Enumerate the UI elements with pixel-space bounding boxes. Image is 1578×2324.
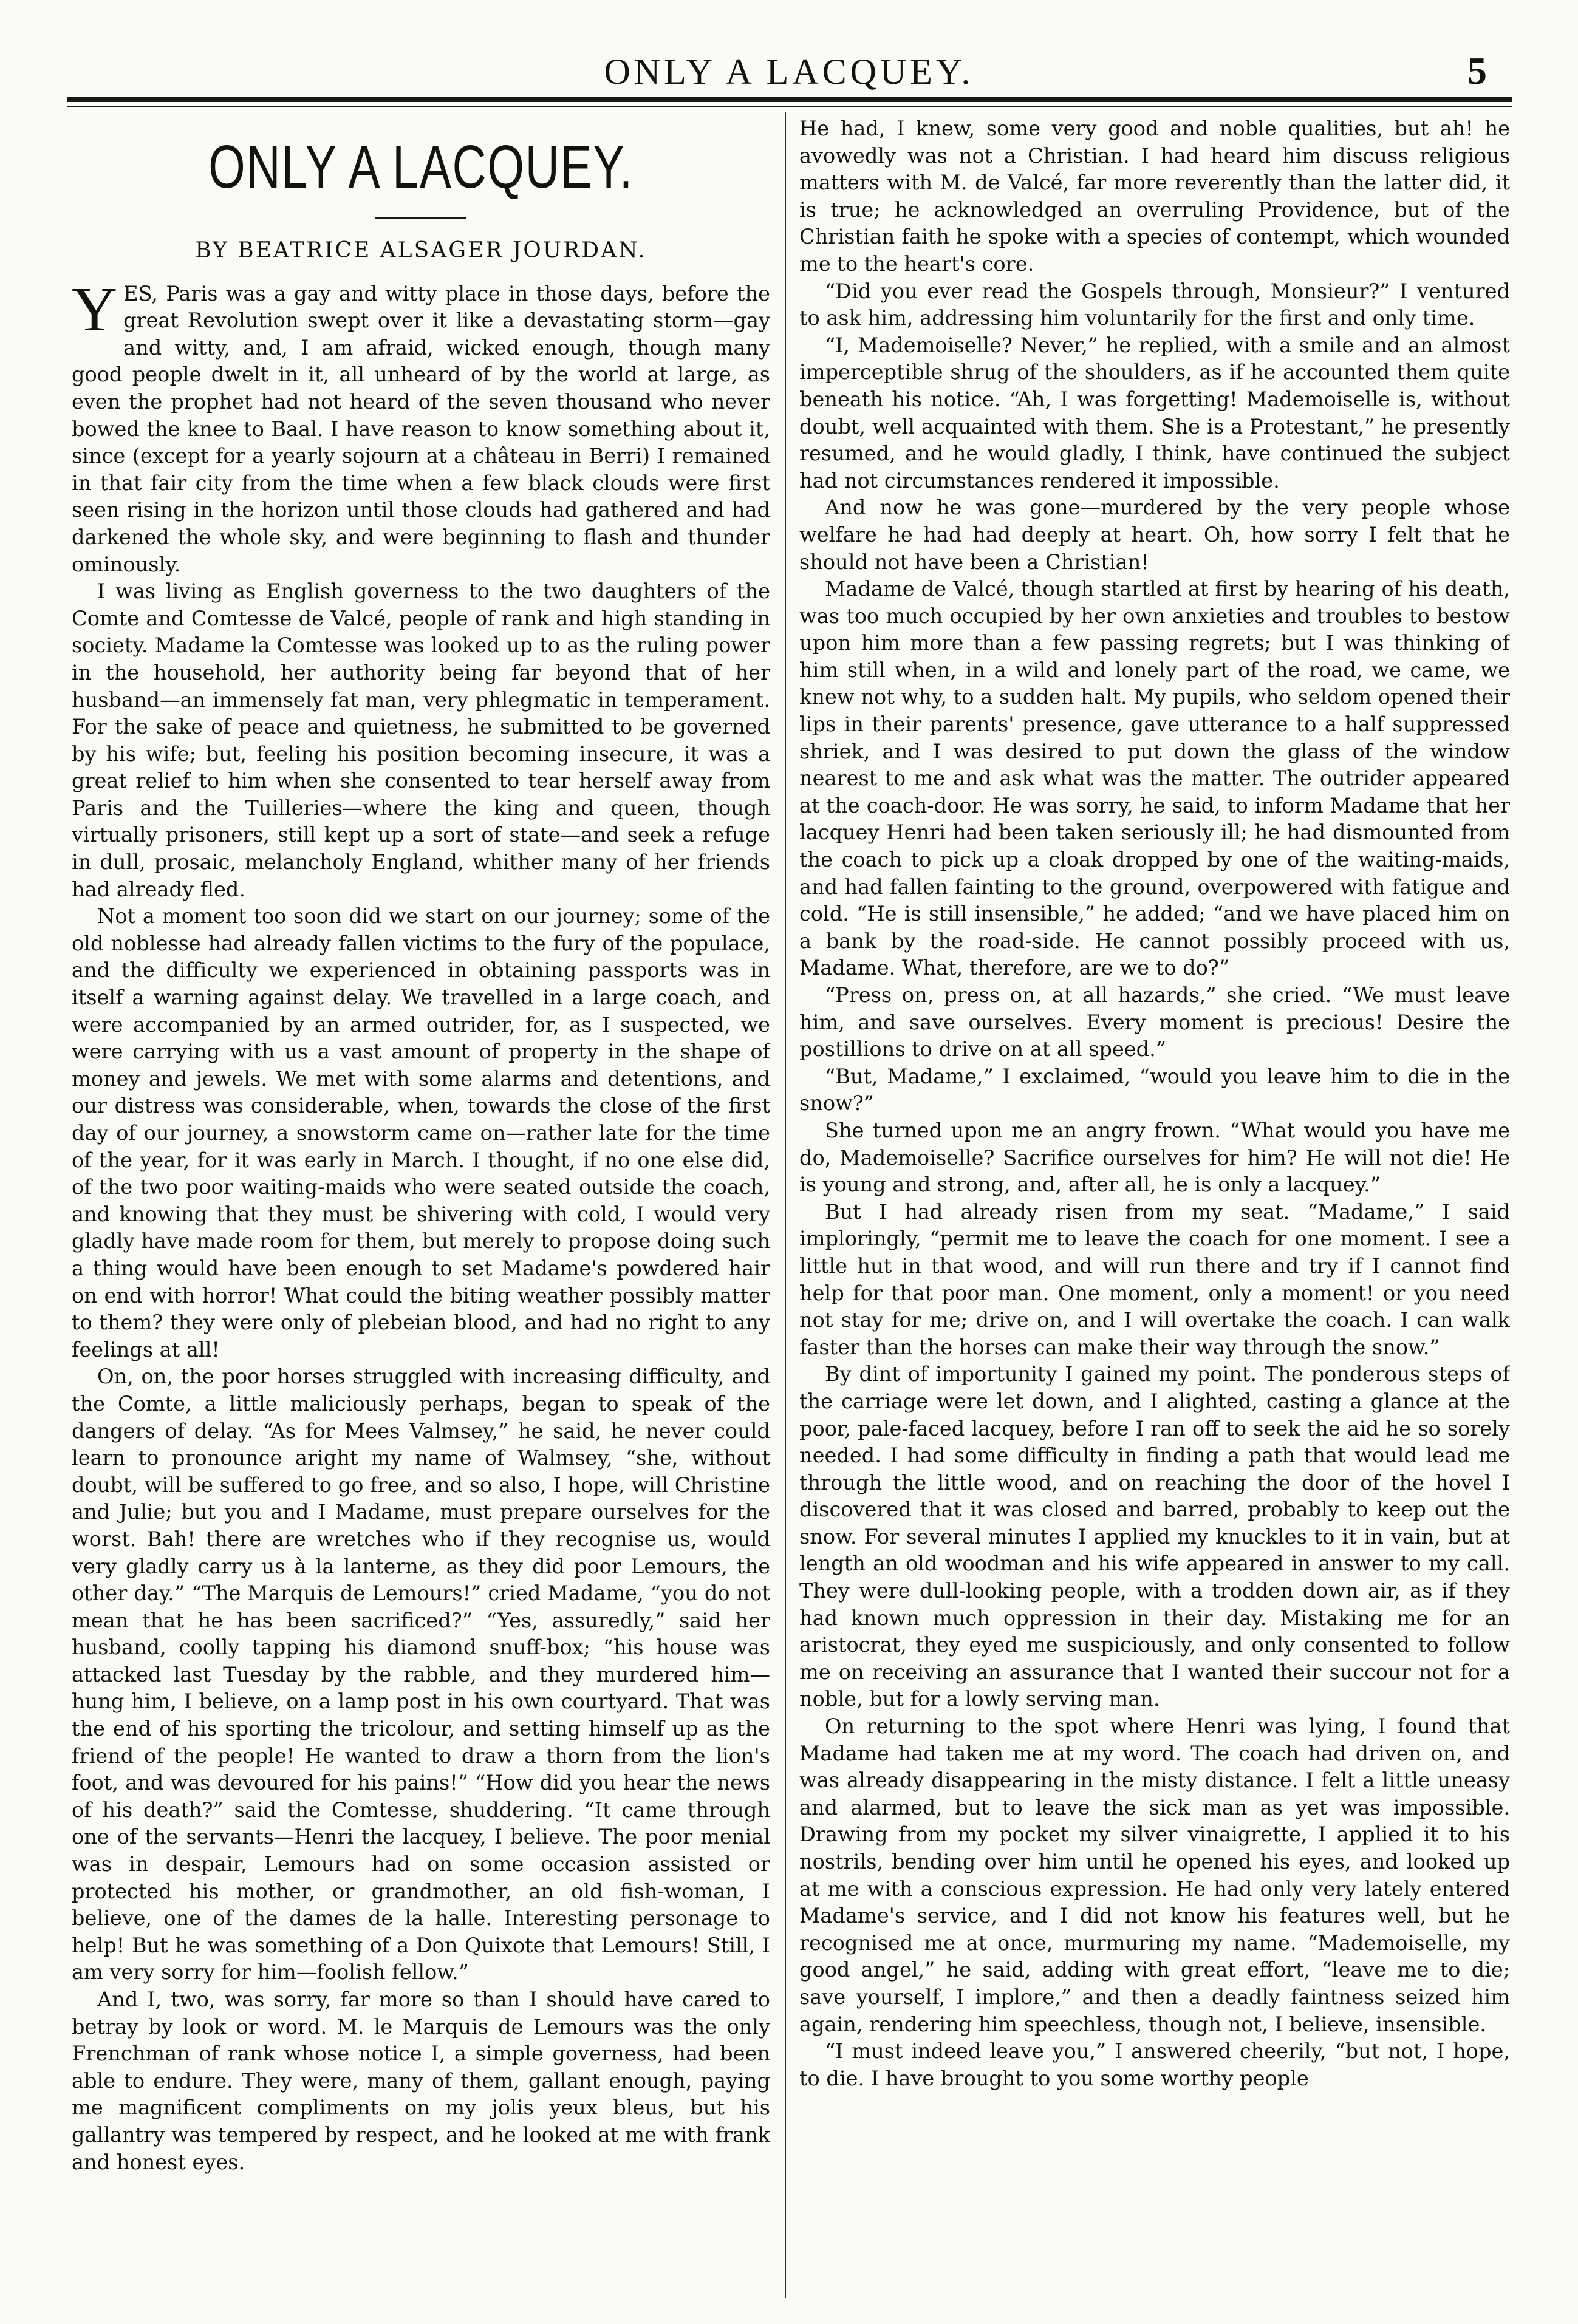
paragraph: “I must indeed leave you,” I answered cheerily, “but not, I hope, to die. I have brought to you some worthy people [799,2039,1510,2090]
paragraph: On returning to the spot where Henri was lying, I found that Madame had taken me at my word. The coach had driven on, and was already disappearing in the misty distance. I felt a little uneasy and alarmed, but to leave the sick man as yet was impossible. Drawing from my pocket my silver vinaigrette, I applied it to his nostrils, bending over him until he opened his eyes, and looked up at me with a conscious expression. He had only very lately entered Madame's service, and I did not know his features well, but he recognised me at once, murmuring my name. “Mademoiselle, my good angel,” he said, adding with great effort, “leave me to die; save yourself, I implore,” and then a deadly faintness seized him again, rendering him speechless, though not, I believe, insensible. [799,1714,1510,2036]
paragraph: “I, Mademoiselle? Never,” he replied, with a smile and an almost imperceptible shrug of the shoulders, as if he accounted them quite beneath his notice. “Ah, I was forgetting! Mademoiselle is, without doubt, well acquainted with them. She is a Protestant,” he presently resumed, and he would gladly, I think, have continued the subject had not circumstances rendered it impossible. [799,333,1510,492]
paragraph: “Did you ever read the Gospels through, Monsieur?” I ventured to ask him, addressing him voluntarily for the first and only time. [799,279,1510,330]
header-rule-thin [67,106,1512,107]
paragraph-continued: He had, I knew, some very good and noble qualities, but ah! he avowedly was not a Christian. I had heard him discuss religious matters with M. de Valcé, far more reverently than the latter did, it is true; he acknowledged an overruling Providence, but of the Christian faith he spoke with a species of contempt, which wounded me to the heart's core. [799,117,1510,276]
paragraph: And now he was gone—murdered by the very people whose welfare he had had deeply at heart. Oh, how sorry I felt that he should not have been a Christian! [799,496,1510,574]
article-byline: BY BEATRICE ALSAGER JOURDAN. [195,238,647,263]
paragraph-text: ES, Paris was a gay and witty place in those days, before the great Revolution swept over it like a devastating storm—gay and witty, and, I am afraid, wicked enough, though many good people dwelt in it, all unheard of by the world at large, as even the prophet had not heard of the seven thousand who never bowed the knee to Baal. I have reason to know something about it, since (except for a yearly sojourn at a château in Berri) I remained in that fair city from the time when a few black clouds were first seen rising in the horizon until those clouds had gathered and had darkened the whole sky, and were beginning to flash and thunder ominously. [72,281,770,576]
paragraph: Not a moment too soon did we start on our journey; some of the old noblesse had already fallen victims to the fury of the populace, and the difficulty we experienced in obtaining passports was in itself a warning against delay. We travelled in a large coach, and were accompanied by an armed outrider, for, as I suspected, we were carrying with us a vast amount of property in the shape of money and jewels. We met with some alarms and detentions, and our distress was considerable, when, towards the close of the first day of our journey, a snowstorm came on—rather late for the time of the year, for it was early in March. I thought, if no one else did, of the two poor waiting-maids who were seated outside the coach, and knowing that they must be shivering with cold, I would very gladly have made room for them, but merely to propose doing such a thing would have been enough to set Madame's powdered hair on end with horror! What could the biting weather possibly matter to them? they were only of plebeian blood, and had no right to any feelings at all! [72,904,770,1361]
left-column [72,115,770,2308]
paragraph: Madame de Valcé, though startled at first by hearing of his death, was too much occupied by her own anxieties and troubles to bestow upon him more than a few passing regrets; but I was thinking of him still when, in a wild and lonely part of the road, we came, we knew not why, to a sudden halt. My pupils, who seldom opened their lips in their parents' presence, gave utterance to a half suppressed shriek, and I was desired to put down the glass of the window nearest to me and ask what was the matter. The outrider appeared at the coach-door. He was sorry, he said, to inform Madame that her lacquey Henri had been taken seriously ill; he had dismounted from the coach to pick up a cloak dropped by one of the waiting-maids, and had fallen fainting to the ground, overpowered with fatigue and cold. “He is still insensible,” he added; “and we have placed him on a bank by the road-side. He cannot possibly proceed with us, Madame. What, therefore, are we to do?” [799,577,1510,980]
article-headline: ONLY A LACQUEY. [208,133,634,201]
paragraph: And I, two, was sorry, far more so than I should have cared to betray by look or word. M. le Marquis de Lemours was the only Frenchman of rank whose notice I, a simple governess, had been able to endure. They were, many of them, gallant enough, paying me magnificent compliments on my jolis yeux bleus, but his gallantry was tempered by respect, and he looked at me with frank and honest eyes. [72,1988,770,2174]
right-column [799,115,1510,2308]
page-number: 5 [1467,49,1487,92]
paragraph: But I had already risen from my seat. “Madame,” I said imploringly, “permit me to leave the coach for one moment. I see a little hut in that wood, and will run there and try if I cannot find help for that poor man. One moment, only a moment! or you need not stay for me; drive on, and I will overtake the coach. I can walk faster than the horses can make their way through the snow.” [799,1199,1510,1359]
paragraph: By dint of importunity I gained my point. The ponderous steps of the carriage were let down, and I alighted, casting a glance at the poor, pale-faced lacquey, before I ran off to seek the aid he so sorely needed. I had some difficulty in finding a path that would lead me through the little wood, and on reaching the door of the hovel I discovered that it was closed and barred, probably to keep out the snow. For several minutes I applied my knuckles to it in vain, but at length an old woodman and his wife appeared in answer to my call. They were dull-looking people, with a trodden down air, as if they had known much oppression in their day. Mistaking me for an aristocrat, they eyed me suspiciously, and only consented to follow me on receiving an assurance that I wanted their succour not for a noble, but for a lowly serving man. [799,1362,1510,1711]
column-divider [785,112,786,2298]
paragraph: “Press on, press on, at all hazards,” she cried. “We must leave him, and save ourselves. Every moment is precious! Desire the postillions to drive on at all speed.” [799,983,1510,1061]
headline-rule [375,217,466,219]
running-head [0,24,1578,91]
header-rule-thick [67,97,1512,102]
paragraph: “But, Madame,” I exclaimed, “would you leave him to die in the snow?” [799,1064,1510,1116]
running-head-title: ONLY A LACQUEY. [604,52,974,92]
paragraph: She turned upon me an angry frown. “What would you have me do, Mademoiselle? Sacrifice ourselves for him? He will not die! He is young and strong, and, after all, he is only a lacquey.” [799,1118,1510,1197]
paragraph: I was living as English governess to the two daughters of the Comte and Comtesse de Valcé, people of rank and high standing in society. Madame la Comtesse was looked up to as the ruling power in the household, her authority being far beyond that of her husband—an immensely fat man, very phlegmatic in temperament. For the sake of peace and quietness, he submitted to be governed by his wife; but, feeling his position becoming insecure, it was a great relief to him when she consented to tear herself away from Paris and the Tuilleries—where the king and queen, though virtually prisoners, still kept up a sort of state—and seek a refuge in dull, prosaic, melancholy England, whither many of her friends had already fled. [72,579,770,901]
drop-cap: Y [72,274,118,344]
paragraph [72,274,770,579]
paragraph: On, on, the poor horses struggled with increasing difficulty, and the Comte, a little maliciously perhaps, began to speak of the dangers of delay. “As for Mees Valmsey,” he said, he never could learn to pronounce aright my name of Walmsey, “she, without doubt, will be suffered to go free, and so also, I hope, will Christine and Julie; but you and I Madame, must prepare ourselves for the worst. Bah! there are wretches who if they recognise us, would very gladly carry us à la lanterne, as they did poor Lemours, the other day.” “The Marquis de Lemours!” cried Madame, “you do not mean that he has been sacrificed?” “Yes, assuredly,” said her husband, coolly tapping his diamond snuff-box; “his house was attacked last Tuesday by the rabble, and they murdered him—hung him, I believe, on a lamp post in his own courtyard. That was the end of his sporting the tricolour, and setting himself up as the friend of the people! He wanted to draw a thorn from the lion's foot, and was devoured for his pains!” “How did you hear the news of his death?” said the Comtesse, shuddering. “It came through one of the servants—Henri the lacquey, I believe. The poor menial was in despair, Lemours had on some occasion assisted or protected his mother, or grandmother, an old fish-woman, I believe, one of the dames de la halle. Interesting personage to help! But he was something of a Don Quixote that Lemours! Still, I am very sorry for him—foolish fellow.” [72,1365,770,1985]
